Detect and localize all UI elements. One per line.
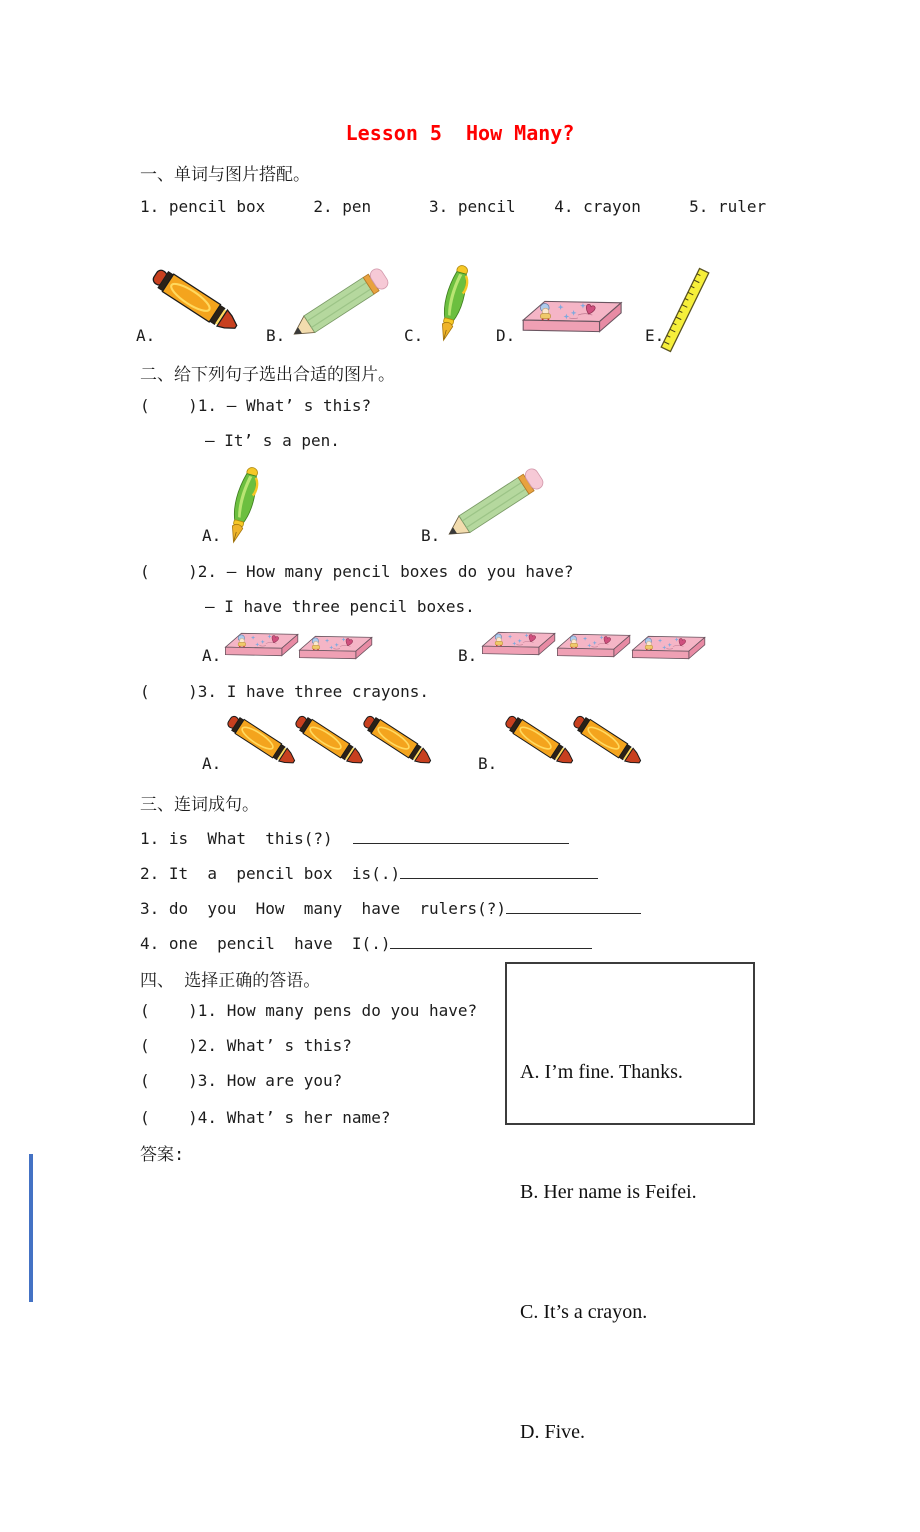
section1-word-list: 1. pencil box 2. pen 3. pencil 4. crayon 5. ruler [140,197,767,216]
q1-label-a: A. [202,526,222,545]
answer-blank-line [390,931,592,949]
q3-label-a: A. [202,754,222,773]
option-label-c: C. [404,326,424,345]
rearrange-item-3 [140,896,641,918]
rearrange-item-1-text: 1. is What this(?) [140,829,333,848]
answer-option-d: D. Five. [520,1421,585,1443]
section2-heading: 二、给下列句子选出合适的图片。 [140,365,395,385]
section4-question-3: ( )3. How are you? [140,1071,343,1090]
q2-label-b: B. [458,646,478,665]
section4-question-2: ( )2. What’ s this? [140,1036,352,1055]
pen-image [427,259,480,347]
rearrange-item-2 [140,861,598,883]
answers-label: 答案: [140,1145,185,1165]
pencil-box-image [220,628,300,661]
q1-prompt: ( )1. — What’ s this? [140,396,372,415]
section1-heading: 一、单词与图片搭配。 [140,165,310,185]
left-margin-revision-bar [29,1154,33,1302]
rearrange-item-3-text: 3. do you How many have rulers(?) [140,899,507,918]
q1-label-b: B. [421,526,441,545]
crayon-image [568,709,648,773]
crayon-image [358,709,438,773]
section4-question-1: ( )1. How many pens do you have? [140,1001,478,1020]
option-label-a: A. [136,326,156,345]
section3-heading: 三、连词成句。 [140,795,259,815]
crayon-image [222,709,302,773]
section4-question-4: ( )4. What’ s her name? [140,1108,391,1127]
q3-label-b: B. [478,754,498,773]
rearrange-item-1 [140,826,569,848]
section4-heading: 四、 选择正确的答语。 [140,971,321,991]
rearrange-item-4-text: 4. one pencil have I(.) [140,934,391,953]
q2-label-a: A. [202,646,222,665]
pencil-box-image [627,631,707,664]
pencil-box-image [516,294,624,339]
crayon-image [500,709,580,773]
rearrange-item-2-text: 2. It a pencil box is(.) [140,864,401,883]
pen-image [217,461,270,549]
answer-blank-line [506,896,641,914]
answer-option-b: B. Her name is Feifei. [520,1181,697,1203]
answer-blank-line [353,826,569,844]
pencil-box-image [477,627,557,660]
option-label-b: B. [266,326,286,345]
answer-options-box [505,962,755,1443]
option-label-e: E. [645,326,665,345]
q1-answer: — It’ s a pen. [205,431,340,450]
answer-blank-line [400,861,598,879]
ruler-image [660,267,710,353]
page-title: Lesson 5 How Many? [345,121,575,145]
pencil-box-image [294,631,374,664]
crayon-image [146,261,246,341]
pencil-image [440,464,548,547]
q2-answer: — I have three pencil boxes. [205,597,475,616]
pencil-image [285,264,393,347]
option-label-d: D. [496,326,516,345]
pencil-box-image [552,629,632,662]
answer-option-c: C. It’s a crayon. [520,1301,648,1323]
rearrange-item-4 [140,931,592,953]
q2-prompt: ( )2. — How many pencil boxes do you have? [140,562,574,581]
answer-option-a: A. I’m fine. Thanks. [520,1061,683,1083]
crayon-image [290,709,370,773]
q3-prompt: ( )3. I have three crayons. [140,682,429,701]
